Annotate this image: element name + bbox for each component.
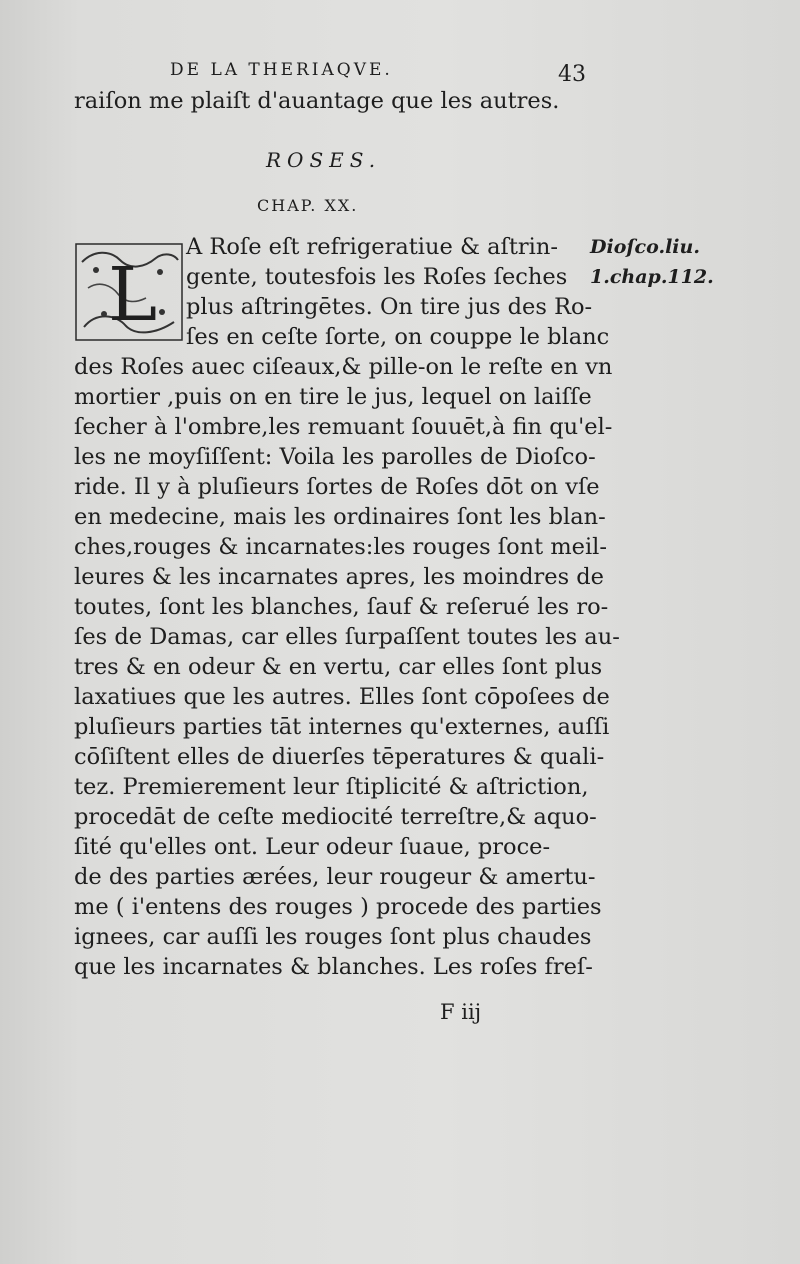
margin-note-line-1: Dioſco.liu. [590, 236, 700, 258]
text-line-4: ſes en ceſte ſorte, on couppe le blanc [186, 324, 610, 350]
initial-letter: L [108, 252, 158, 338]
text-line-18: cōſiſtent elles de diuerſes tēperatures & quali- [74, 744, 605, 770]
text-line-6: mortier ,puis on en tire le jus, lequel on laiſſe [74, 384, 592, 410]
text-line-19: tez. Premierement leur ſtiplicité & aſtriction, [74, 774, 589, 800]
text-line-17: pluſieurs parties tāt internes qu'externes, auſſi [74, 714, 610, 740]
text-line-5: des Roſes auec ciſeaux,& pille-on le reſte en vn [74, 354, 613, 380]
text-line-13: toutes, ſont les blanches, ſauf & reſerué les ro- [74, 594, 609, 620]
section-title: ROSES. [266, 148, 382, 172]
text-line-24: ignees, car auſſi les rouges ſont plus chaudes [74, 924, 592, 950]
text-line-1: A Roſe eſt refrigeratiue & aſtrin- [186, 234, 558, 260]
text-line-14: ſes de Damas, car elles ſurpaſſent toutes les au- [74, 624, 620, 650]
page-number: 43 [558, 62, 586, 87]
text-line-10: en medecine, mais les ordinaires ſont les blan- [74, 504, 606, 530]
text-line-20: procedāt de ceſte mediocité terreſtre,& aquo- [74, 804, 597, 830]
text-line-25: que les incarnates & blanches. Les roſes freſ- [74, 954, 593, 980]
running-head: DE LA THERIAQVE. [170, 60, 393, 80]
text-line-11: ches,rouges & incarnates:les rouges ſont meil- [74, 534, 607, 560]
text-line-8: les ne moyſiſſent: Voila les parolles de Dioſco- [74, 444, 596, 470]
decorated-initial-icon [74, 242, 184, 342]
text-line-7: ſecher à l'ombre,les remuant ſouuēt,à fin qu'el- [74, 414, 613, 440]
text-line-22: de des parties ærées, leur rougeur & amertu- [74, 864, 596, 890]
text-line-23: me ( i'entens des rouges ) procede des parties [74, 894, 602, 920]
text-line-16: laxatiues que les autres. Elles ſont cōpoſees de [74, 684, 610, 710]
signature-mark: F iij [440, 1000, 482, 1024]
text-line-3: plus aſtringētes. On tire jus des Ro- [186, 294, 593, 320]
text-line-2: gente, toutesfois les Roſes ſeches [186, 264, 568, 290]
carryover-line: raiſon me plaiſt d'auantage que les autres. [74, 88, 560, 114]
text-line-21: ſité qu'elles ont. Leur odeur ſuaue, proce- [74, 834, 551, 860]
margin-note-line-2: 1.chap.112. [590, 266, 714, 288]
text-line-15: tres & en odeur & en vertu, car elles ſont plus [74, 654, 603, 680]
text-line-12: leures & les incarnates apres, les moindres de [74, 564, 604, 590]
chapter-heading: CHAP. XX. [257, 196, 359, 215]
text-line-9: ride. Il y à pluſieurs ſortes de Roſes dōt on vſe [74, 474, 600, 500]
